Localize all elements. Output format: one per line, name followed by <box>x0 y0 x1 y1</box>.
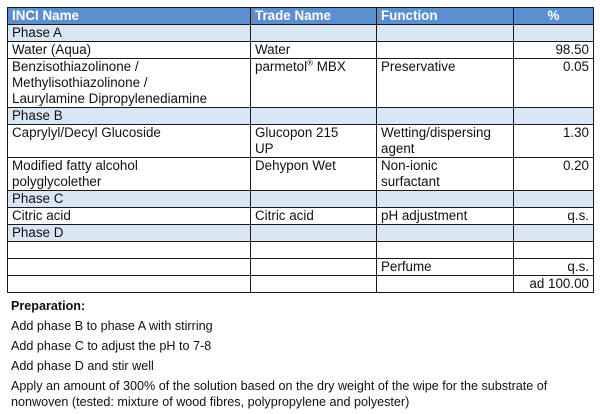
empty-cell <box>251 225 377 242</box>
function-cell <box>377 42 514 59</box>
function-cell <box>377 158 514 191</box>
preparation-step: Add phase C to adjust the pH to 7-8 <box>11 339 212 353</box>
phase-row-a <box>8 25 594 42</box>
table-row-preservative <box>8 59 594 108</box>
inci-cell <box>8 259 251 276</box>
percent-cell: q.s. <box>514 259 594 276</box>
phase-row-c <box>8 191 594 208</box>
preparation-section <box>11 298 597 410</box>
header-trade-name: Trade Name <box>251 8 377 25</box>
inci-cell <box>8 158 251 191</box>
preparation-step: Add phase D and stir well <box>11 359 154 373</box>
total-percent-cell: ad 100.00 <box>514 276 594 293</box>
empty-cell <box>8 276 251 293</box>
function-line: Non-ionic <box>381 158 438 173</box>
trade-cell: Dehypon Wet <box>251 158 377 191</box>
empty-cell <box>251 276 377 293</box>
empty-cell <box>251 191 377 208</box>
percent-cell: q.s. <box>514 208 594 225</box>
function-cell: Perfume <box>377 259 514 276</box>
table-row-empty <box>8 242 594 259</box>
empty-cell <box>514 225 594 242</box>
empty-cell <box>377 25 514 42</box>
header-function: Function <box>377 8 514 25</box>
table-row-water <box>8 42 594 59</box>
percent-cell: 1.30 <box>514 125 594 158</box>
empty-cell <box>251 108 377 125</box>
table-row-citric-acid <box>8 208 594 225</box>
empty-cell <box>514 242 594 259</box>
phase-label-b: Phase B <box>8 108 251 125</box>
percent-cell: 98.50 <box>514 42 594 59</box>
inci-line: Benzisothiazolinone / <box>12 59 139 74</box>
header-percent: % <box>514 8 594 25</box>
inci-line: Methylisothiazolinone / <box>12 75 148 90</box>
inci-cell: Citric acid <box>8 208 251 225</box>
table-row-glucoside <box>8 125 594 158</box>
empty-cell <box>514 108 594 125</box>
empty-cell <box>251 25 377 42</box>
inci-cell: Water (Aqua) <box>8 42 251 59</box>
empty-cell <box>251 242 377 259</box>
phase-row-d <box>8 225 594 242</box>
empty-cell <box>377 191 514 208</box>
preparation-step: Apply an amount of 300% of the solution based on the dry weight of the wipe for the substrate of nonwoven (tested: mixture of wood fibres, polypropylene and polyester) <box>11 379 548 409</box>
phase-row-b <box>8 108 594 125</box>
inci-line: Modified fatty alcohol <box>12 158 138 173</box>
percent-cell: 0.20 <box>514 158 594 191</box>
empty-cell <box>8 242 251 259</box>
preparation-title: Preparation: <box>11 299 86 313</box>
inci-line: polyglycolether <box>12 174 102 189</box>
formulation-table <box>7 7 594 293</box>
function-cell: Preservative <box>377 59 514 108</box>
inci-cell: Caprylyl/Decyl Glucoside <box>8 125 251 158</box>
table-row-total <box>8 276 594 293</box>
trade-cell: Water <box>251 42 377 59</box>
table-row-perfume <box>8 259 594 276</box>
empty-cell <box>377 225 514 242</box>
trade-cell <box>251 259 377 276</box>
trade-cell <box>251 59 377 108</box>
function-cell <box>377 125 514 158</box>
trade-cell <box>251 125 377 158</box>
empty-cell <box>377 242 514 259</box>
empty-cell <box>377 108 514 125</box>
empty-cell <box>514 25 594 42</box>
trade-name-text: parmetol <box>255 59 308 74</box>
preparation-step: Add phase B to phase A with stirring <box>11 319 213 333</box>
header-inci-name: INCI Name <box>8 8 251 25</box>
phase-label-c: Phase C <box>8 191 251 208</box>
phase-label-d: Phase D <box>8 225 251 242</box>
inci-line: Laurylamine Dipropylenediamine <box>12 91 208 106</box>
registered-mark: ® <box>307 58 314 68</box>
function-line: surfactant <box>381 174 440 189</box>
percent-cell: 0.05 <box>514 59 594 108</box>
empty-cell <box>377 276 514 293</box>
inci-cell <box>8 59 251 108</box>
function-line: agent <box>381 141 415 156</box>
trade-line: UP <box>255 141 274 156</box>
function-line: Wetting/dispersing <box>381 125 491 140</box>
table-row-fatty-alcohol <box>8 158 594 191</box>
trade-line: Glucopon 215 <box>255 125 339 140</box>
empty-cell <box>514 191 594 208</box>
trade-cell: Citric acid <box>251 208 377 225</box>
table-header-row <box>8 8 594 25</box>
phase-label-a: Phase A <box>8 25 251 42</box>
function-cell: pH adjustment <box>377 208 514 225</box>
trade-name-suffix: MBX <box>313 59 346 74</box>
